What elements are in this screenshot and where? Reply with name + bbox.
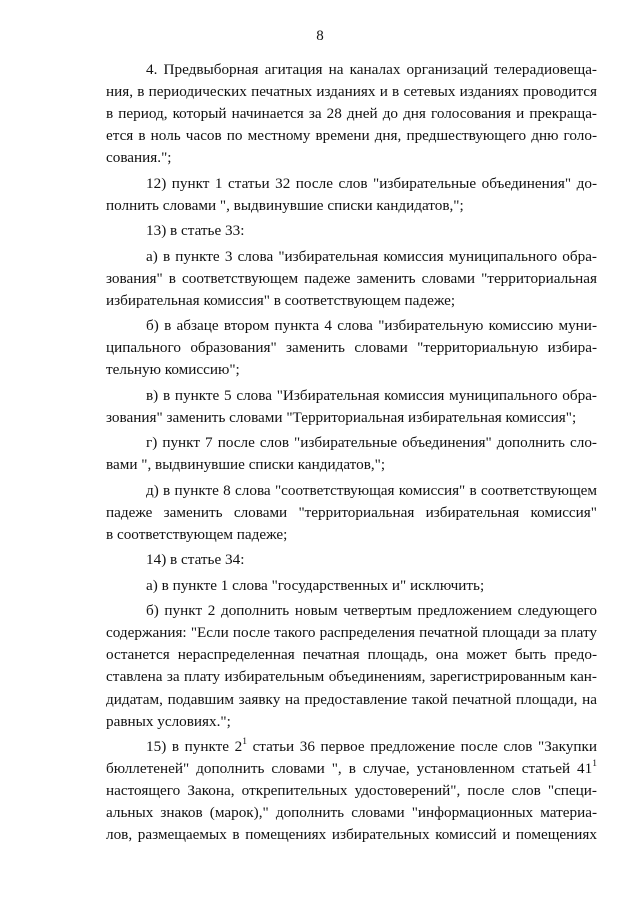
paragraph-line: настоящего Закона, открепительных удостоверений", после слов "специ- [106,782,597,800]
paragraph [106,173,597,217]
paragraph-line: содержания: "Если после такого распределения печатной площади за плату [106,624,597,642]
paragraph [106,315,597,381]
paragraph-line: 4. Предвыборная агитация на каналах организаций телерадиовеща- [146,61,597,78]
paragraph-line: полнить словами ", выдвинувшие списки кандидатов,"; [106,196,464,214]
paragraph [106,246,597,312]
paragraph-line: падеже заменить словами "территориальная избирательная комиссия" [106,503,597,521]
paragraph-line: сования."; [106,149,172,167]
paragraph-line: зования" заменить словами "Территориальная избирательная комиссия"; [106,408,577,426]
paragraph-line: в) в пункте 5 слова "Избирательная комиссия муниципального обра- [146,386,597,404]
paragraph-line: вами ", выдвинувшие списки кандидатов,"; [106,456,386,474]
paragraph-line: 13) в статье 33: [146,222,245,240]
paragraph [106,480,597,546]
paragraph-line: равных условиях."; [106,712,231,730]
paragraph-line: останется нераспределенная печатная площадь, она может быть предо- [106,646,597,664]
page-number: 8 [316,28,324,44]
paragraph-line: а) в пункте 1 слова "государственных и" исключить; [146,576,485,594]
paragraph-line: б) в абзаце втором пункта 4 слова "избирательную комиссию муни- [146,317,597,335]
paragraph-item-15 [106,736,597,846]
paragraph-line: тельную комиссию"; [106,361,240,379]
paragraph-line: г) пункт 7 после слов "избирательные объединения" дополнить сло- [146,434,597,452]
document-body [106,59,597,850]
paragraph-line: ния, в периодических печатных изданиях и в сетевых изданиях проводится [106,83,597,101]
paragraph-line: а) в пункте 3 слова "избирательная комиссия муниципального обра- [146,247,597,265]
paragraph-line: бюллетеней" дополнить словами ", в случае, установленном статьей $41^1$ [106,759,597,778]
paragraph-line: избирательная комиссия" в соответствующем падеже; [106,291,456,309]
paragraph-line: ется в ноль часов по местному времени дня, предшествующего дню голо- [106,127,597,145]
paragraph-list [106,59,597,733]
paragraph-line: дидатам, подавшим заявку на предоставление такой печатной площади, на [106,690,597,708]
paragraph-line: альных знаков (марок)," дополнить словами "информационных материа- [106,804,597,822]
paragraph-line: д) в пункте 8 слова "соответствующая комиссия" в соответствующем [146,481,597,499]
paragraph [106,59,597,169]
paragraph-line: в соответствующем падеже; [106,525,288,543]
paragraph-line: в период, который начинается за 28 дней до дня голосования и прекраща- [106,105,597,123]
paragraph-line: зования" в соответствующем падеже заменить словами "территориальная [106,269,597,287]
paragraph-line: 12) пункт 1 статьи 32 после слов "избирательные объединения" до- [146,174,597,192]
paragraph-line: ставлена за плату избирательным объединениям, зарегистрированным кан- [106,668,597,686]
paragraph-line: 15) в пункте $2^1$ статьи 36 первое предложение после слов "Закупки [146,736,597,755]
paragraph [106,549,597,571]
paragraph [106,432,597,476]
superscript: 1 [242,736,247,747]
paragraph-line: б) пункт 2 дополнить новым четвертым предложением следующего [146,602,597,620]
paragraph [106,220,597,242]
paragraph-line: 14) в статье 34: [146,551,245,569]
superscript: 1 [592,759,597,770]
paragraph [106,385,597,429]
paragraph-line: ципального образования" заменить словами "территориальную избира- [106,339,597,357]
paragraph [106,600,597,733]
paragraph-line: лов, размещаемых в помещениях избирательных комиссий и помещениях [106,826,597,844]
paragraph [106,575,597,597]
